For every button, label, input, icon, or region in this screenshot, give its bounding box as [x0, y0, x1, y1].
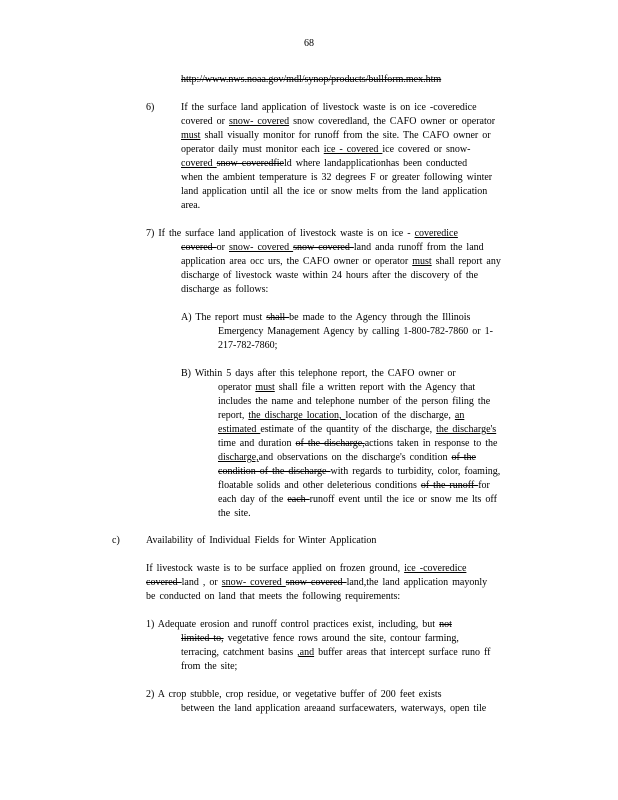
itemB-line: [218, 466, 500, 478]
text-run: A) The report must: [181, 312, 267, 323]
itemB-line: [218, 452, 476, 464]
text-run: 7) If the surface land application of livestock waste is on ice -: [146, 228, 415, 239]
text-run: operator: [218, 382, 256, 393]
text-run: discharge,: [218, 452, 259, 463]
text-run: terracing, catchment basins: [181, 647, 298, 658]
text-run: B) Within 5 days after this telephone report, the CAFO owner or: [181, 368, 456, 379]
itemB-line: [218, 382, 475, 394]
text-run: ice -coveredice: [404, 563, 467, 574]
item7-line: [181, 242, 484, 254]
item6-line: [181, 186, 487, 198]
text-run: with regards to turbidity, color, foaming,: [330, 466, 501, 477]
text-run: each day of the: [218, 494, 288, 505]
item6-line: [181, 116, 495, 128]
text-run: area.: [181, 200, 201, 211]
text-run: runoff event until the ice or snow me lts off: [309, 494, 497, 505]
sectionC-line: [146, 577, 487, 589]
item6-line: [181, 158, 467, 170]
text-run: covered or: [181, 116, 229, 127]
text-run: includes the name and telephone number of the person filing the: [218, 396, 491, 407]
text-run: shall file a written report with the Agency that: [274, 382, 476, 393]
text-run: Emergency Management Agency by calling 1-800-782-7860 or 1-: [218, 326, 493, 337]
text-run: or: [216, 242, 229, 253]
text-run: discharge as follows:: [181, 284, 269, 295]
text-run: from the site;: [181, 661, 238, 672]
text-run: ld where landapplicationhas been conducted: [283, 158, 468, 169]
text-run: covered: [181, 242, 217, 253]
text-run: buffer areas that intercept surface runo ff: [314, 647, 491, 658]
text-run: snow coveredland, the CAFO owner or operator: [289, 116, 496, 127]
text-run: must: [412, 256, 432, 267]
text-run: If livestock waste is to be surface applied on frozen ground,: [146, 563, 405, 574]
item6-line: [181, 102, 477, 114]
text-run: between the land application areaand surfacewaters, waterways, open tile: [181, 703, 487, 714]
item1-line: [181, 661, 237, 673]
item7-line: [146, 228, 458, 240]
text-run: and observations on the discharge's condition: [258, 452, 452, 463]
item1-line: [181, 647, 491, 659]
text-run: of the discharge,: [295, 438, 365, 449]
text-run: land,the land application mayonly: [346, 577, 488, 588]
item7-line: [181, 284, 268, 296]
itemB-line: [218, 494, 497, 506]
item2-line: [146, 689, 442, 701]
text-run: ice -coveredice: [414, 102, 477, 113]
item7-line: [181, 270, 478, 282]
text-run: time and duration: [218, 438, 296, 449]
text-run: covered: [181, 158, 217, 169]
sectionC-line: [146, 563, 466, 575]
text-run: the site.: [218, 508, 251, 519]
itemB-line: [218, 396, 490, 408]
text-run: If the surface land application of livestock waste is on: [181, 102, 415, 113]
text-run: snow- covered: [221, 577, 286, 588]
itemB-line: [218, 508, 251, 520]
text-run: shall: [266, 312, 290, 323]
text-run: condition of the discharge: [218, 466, 331, 477]
item1-line: [181, 633, 459, 645]
text-run: not: [439, 619, 452, 630]
text-run: land anda runoff from the land: [353, 242, 484, 253]
text-run: snow- covered: [228, 116, 290, 127]
text-run: an: [454, 410, 465, 421]
text-run: must: [255, 382, 275, 393]
item6-line: [181, 200, 200, 212]
text-run: of the: [451, 452, 476, 463]
text-run: limited to,: [181, 633, 224, 644]
text-run: snow- covered: [229, 242, 294, 253]
itemB-line: [218, 438, 497, 450]
item1-line: [146, 619, 452, 631]
text-run: snow covered: [293, 242, 354, 253]
text-run: ,and: [297, 647, 315, 658]
text-run: be conducted on land that meets the following requirements:: [146, 591, 401, 602]
section-c-number: c): [112, 535, 120, 546]
itemB-line: [218, 424, 496, 436]
section-c-heading: Availability of Individual Fields for Winter Application: [146, 535, 377, 546]
text-run: location of the discharge,: [345, 410, 455, 421]
text-run: land , or: [181, 577, 222, 588]
itemA-line: [218, 340, 277, 352]
text-run: operator daily must monitor each: [181, 144, 324, 155]
text-run: ice - covered: [323, 144, 383, 155]
text-run: each: [287, 494, 310, 505]
text-run: application area occ urs, the CAFO owner or operator: [181, 256, 413, 267]
text-run: coveredice: [414, 228, 458, 239]
text-run: for: [478, 480, 490, 491]
text-run: the discharge's: [436, 424, 497, 435]
itemB-line: [218, 480, 490, 492]
text-run: be made to the Agency through the Illinois: [289, 312, 471, 323]
itemB-line: [218, 410, 464, 422]
text-run: must: [181, 130, 201, 141]
text-run: report,: [218, 410, 249, 421]
text-run: estimate of the quantity of the discharge,: [260, 424, 437, 435]
text-run: ice covered or snow-: [382, 144, 471, 155]
text-run: snow covered: [285, 577, 347, 588]
text-run: vegetative fence rows around the site, contour farming,: [223, 633, 459, 644]
text-run: 217-782-7860;: [218, 340, 278, 351]
text-run: of the runoff: [420, 480, 479, 491]
text-run: actions taken in response to the: [364, 438, 498, 449]
item-6-number: 6): [146, 102, 155, 113]
text-run: 1) Adequate erosion and runoff control practices exist, including, but: [146, 619, 440, 630]
itemA-line: [218, 326, 493, 338]
text-run: land application until all the ice or snow melts from the land application: [181, 186, 488, 197]
page-number: 68: [304, 38, 314, 49]
text-run: estimated: [218, 424, 261, 435]
sectionC-line: [146, 591, 400, 603]
itemB-line: [181, 368, 456, 380]
item6-line: [181, 130, 491, 142]
url-line: http://www.nws.noaa.gov/mdl/synop/products/bullform.mex.htm: [181, 74, 442, 85]
text-run: discharge of livestock waste within 24 hours after the discovery of the: [181, 270, 479, 281]
text-run: 2) A crop stubble, crop residue, or vegetative buffer of 200 feet exists: [146, 689, 442, 700]
text-run: shall report any: [431, 256, 501, 267]
item2-line: [181, 703, 486, 715]
item6-line: [181, 172, 492, 184]
text-run: when the ambient temperature is 32 degrees F or greater following winter: [181, 172, 493, 183]
itemA-line: [181, 312, 470, 324]
text-run: the discharge location,: [248, 410, 346, 421]
text-run: covered: [146, 577, 182, 588]
item7-line: [181, 256, 501, 268]
text-run: shall visually monitor for runoff from the site. The CAFO owner or: [200, 130, 491, 141]
item6-line: [181, 144, 470, 156]
text-run: snow coveredfie: [216, 158, 284, 169]
text-run: floatable solids and other deleterious conditions: [218, 480, 421, 491]
